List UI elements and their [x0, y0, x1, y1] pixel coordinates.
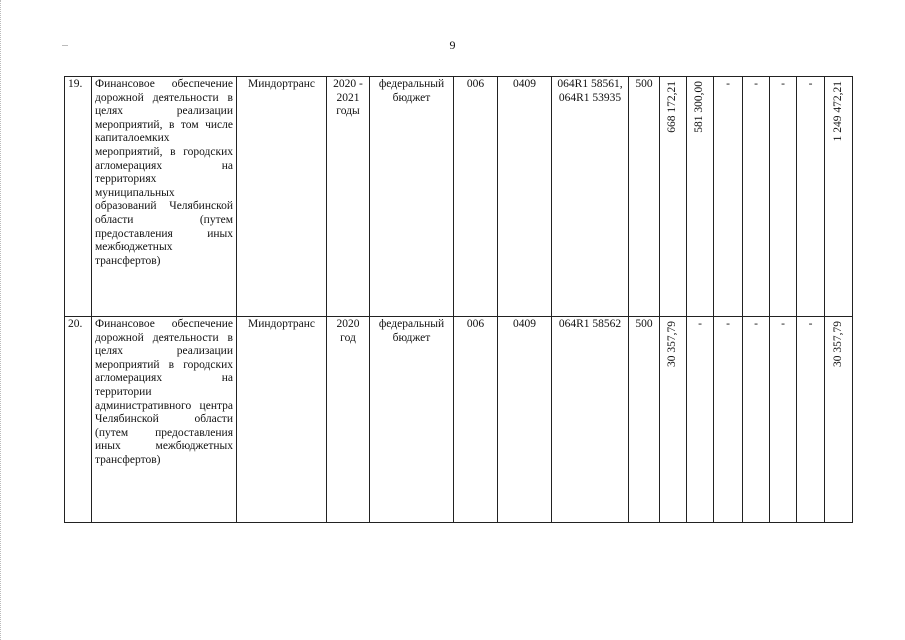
- activity-name: Финансовое обеспечение дорожной деятельности в целях реализации мероприятий, в том числе капиталоемких мероприятий, в городских агломерациях на территориях муниципальных образований Челябинской области (путем предоставления иных межбюджетных трансфертов): [92, 77, 237, 317]
- code-section: 0409: [498, 77, 552, 317]
- page-number: 9: [449, 38, 456, 52]
- value-2023: -: [743, 317, 770, 523]
- code-target: [552, 77, 629, 317]
- scan-edge-mark: [0, 0, 4, 640]
- value-2024: -: [770, 317, 797, 523]
- executor: Миндортранс: [237, 317, 327, 523]
- value-total-text: 1 249 472,21: [831, 81, 844, 142]
- funding-source: федеральный бюджет: [370, 317, 454, 523]
- activity-name: Финансовое обеспечение дорожной деятельности в целях реализации мероприятий в городских агломерациях на территории административного центра Челябинской области (путем предоставления иных межбюджетных трансфертов): [92, 317, 237, 523]
- table-row: [65, 317, 853, 523]
- code-type: 500: [629, 317, 660, 523]
- row-number: 20.: [65, 317, 92, 523]
- period: 2020 - 2021 годы: [327, 77, 370, 317]
- budget-table: [64, 76, 853, 523]
- row-number: 19.: [65, 77, 92, 317]
- code-target: 064R1 58562: [552, 317, 629, 523]
- value-2021: -: [687, 317, 714, 523]
- table-row: [65, 77, 853, 317]
- code-ministry: 006: [454, 317, 498, 523]
- value-2020: [660, 77, 687, 317]
- value-2021-text: 581 300,00: [693, 81, 706, 133]
- value-2020-text: 668 172,21: [666, 81, 679, 133]
- value-2020-text: 30 357,79: [666, 321, 679, 367]
- value-2020: [660, 317, 687, 523]
- value-2023: -: [743, 77, 770, 317]
- executor: Миндортранс: [237, 77, 327, 317]
- code-ministry: 006: [454, 77, 498, 317]
- code-target-text: 064R1 58561, 064R1 53935: [557, 78, 623, 104]
- value-2022: -: [714, 77, 743, 317]
- period: 2020 год: [327, 317, 370, 523]
- value-2021: [687, 77, 714, 317]
- value-2025: -: [797, 317, 825, 523]
- value-2022: -: [714, 317, 743, 523]
- code-type: 500: [629, 77, 660, 317]
- value-total: [825, 317, 853, 523]
- value-total: [825, 77, 853, 317]
- funding-source: федеральный бюджет: [370, 77, 454, 317]
- value-2025: -: [797, 77, 825, 317]
- value-total-text: 30 357,79: [831, 321, 844, 367]
- code-section: 0409: [498, 317, 552, 523]
- value-2024: -: [770, 77, 797, 317]
